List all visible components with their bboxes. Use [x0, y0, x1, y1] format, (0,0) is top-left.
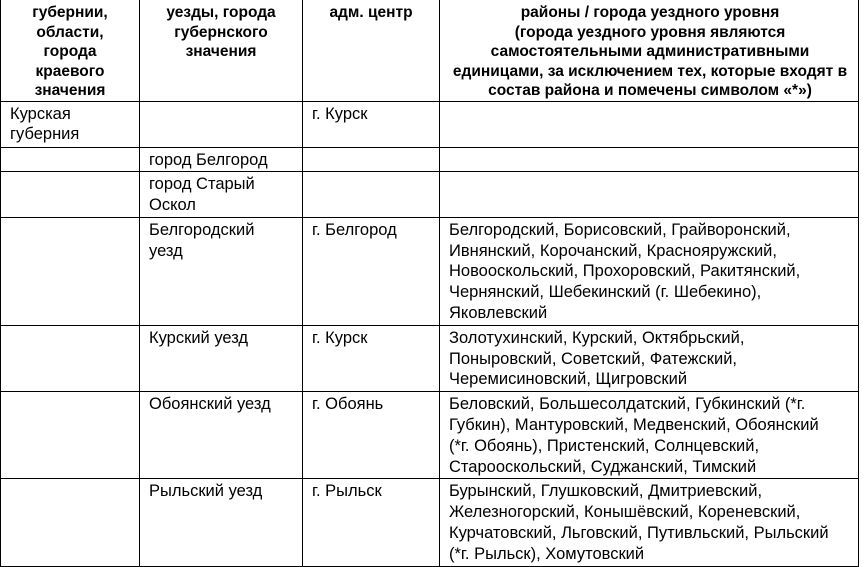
center-cell: г. Рыльск — [303, 479, 440, 566]
districts-cell — [440, 101, 859, 147]
header-uezd: уезды, города губернского значения — [140, 0, 303, 101]
table-row — [1, 479, 859, 566]
region-cell — [1, 479, 140, 566]
uezd-cell: Обоянский уезд — [140, 392, 303, 479]
uezd-cell: город Старый Оскол — [140, 172, 303, 218]
region-cell — [1, 147, 140, 172]
districts-cell — [440, 147, 859, 172]
table-row — [1, 101, 859, 147]
table-row — [1, 147, 859, 172]
center-cell: г. Обоянь — [303, 392, 440, 479]
districts-cell: Белгородский, Борисовский, Грайворонский, Ивнянский, Корочанский, Краснояружский, Новооскольский, Прохоровский, Ракитянский, Чернянский, Шебекинский (г. Шебекино), Яковлевский — [440, 217, 859, 325]
uezd-cell: Курский уезд — [140, 325, 303, 391]
region-cell: Курская губерния — [1, 101, 140, 147]
center-cell: г. Белгород — [303, 217, 440, 325]
table-row — [1, 172, 859, 218]
region-cell — [1, 172, 140, 218]
districts-cell: Золотухинский, Курский, Октябрьский, Поныровский, Советский, Фатежский, Черемисиновский, Щигровский — [440, 325, 859, 391]
header-districts: районы / города уездного уровня (города уездного уровня являются самостоятельными административными единицами, за исключением тех, которые входят в состав района и помечены символом «*») — [440, 0, 859, 101]
table-row — [1, 217, 859, 325]
region-cell — [1, 392, 140, 479]
districts-cell: Бурынский, Глушковский, Дмитриевский, Железногорский, Конышёвский, Кореневский, Курчатовский, Льговский, Путивльский, Рыльский (*г. Рыльск), Хомутовский — [440, 479, 859, 566]
center-cell — [303, 147, 440, 172]
center-cell — [303, 172, 440, 218]
uezd-cell: Рыльский уезд — [140, 479, 303, 566]
header-region: губернии, области, города краевого значения — [1, 0, 140, 101]
uezd-cell: город Белгород — [140, 147, 303, 172]
center-cell: г. Курск — [303, 101, 440, 147]
region-cell — [1, 217, 140, 325]
uezd-cell: Белгородский уезд — [140, 217, 303, 325]
districts-cell — [440, 172, 859, 218]
center-cell: г. Курск — [303, 325, 440, 391]
uezd-cell — [140, 101, 303, 147]
districts-cell: Беловский, Большесолдатский, Губкинский (*г. Губкин), Мантуровский, Медвенский, Обоянский (*г. Обоянь), Пристенский, Солнцевский, Старооскольский, Суджанский, Тимский — [440, 392, 859, 479]
table-row — [1, 325, 859, 391]
header-row — [1, 0, 859, 101]
header-center: адм. центр — [303, 0, 440, 101]
table-row — [1, 392, 859, 479]
region-cell — [1, 325, 140, 391]
